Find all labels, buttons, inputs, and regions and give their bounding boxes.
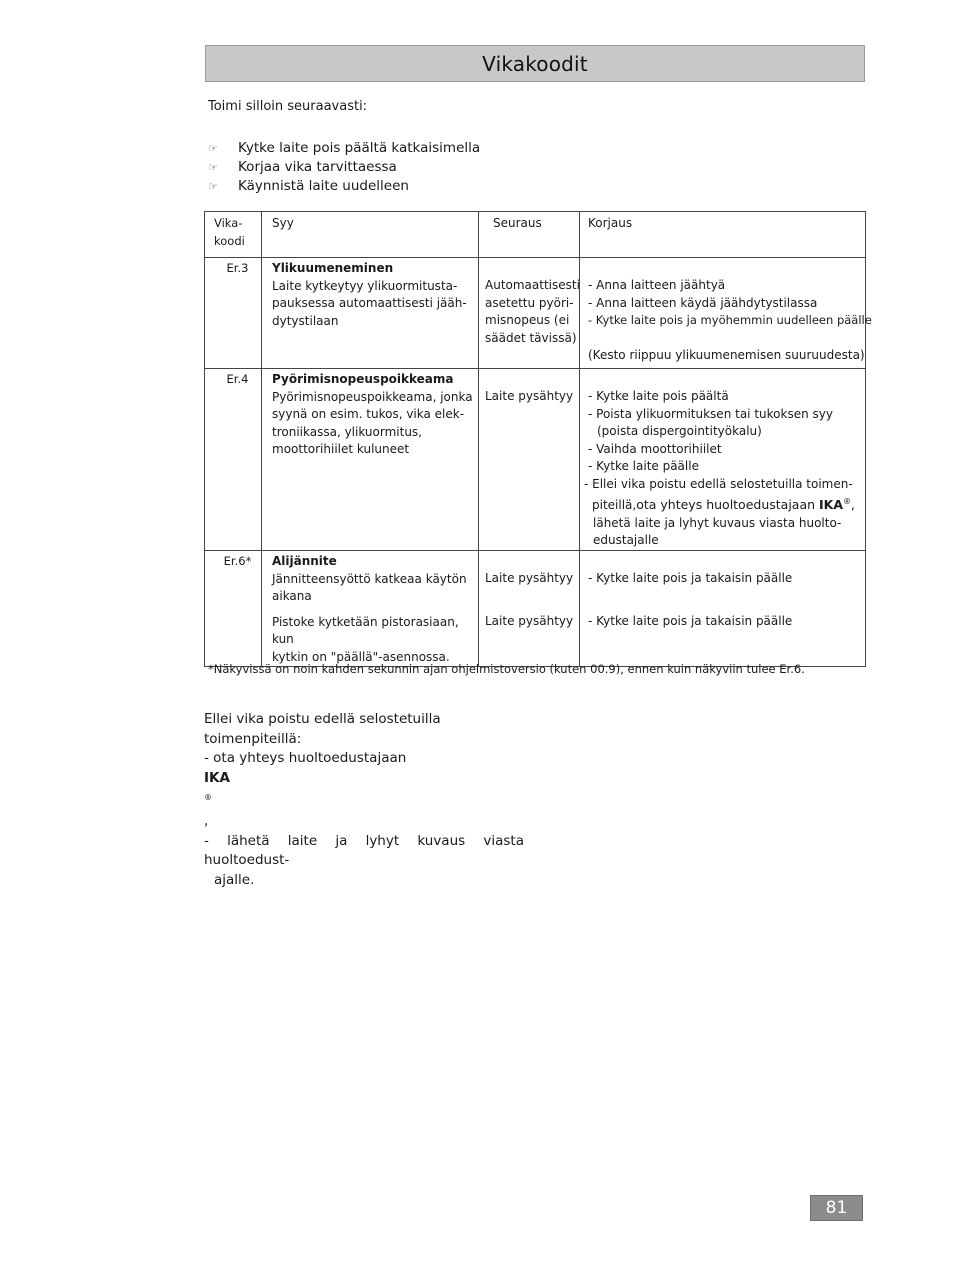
fix-line: - Kytke laite päälle — [588, 459, 699, 473]
cause-cell — [262, 369, 479, 551]
ika-brand: IKA — [819, 497, 844, 512]
header-fix: Korjaus — [580, 212, 866, 258]
fix-cell — [580, 258, 872, 369]
page-number: 81 — [810, 1195, 863, 1221]
fix-line: - Vaihda moottorihiilet — [588, 441, 722, 456]
error-code-table — [204, 211, 872, 667]
effect-cell: Laite pysähtyy — [479, 369, 580, 551]
cause-title: Alijännite — [272, 554, 337, 568]
page-title: Vikakoodit — [482, 51, 588, 76]
fix-line: - Kytke laite pois päältä — [588, 389, 729, 403]
outro-line: ajalle. — [214, 871, 255, 888]
cause-cell — [262, 258, 479, 369]
fix-cell — [580, 551, 866, 667]
step-text: Käynnistä laite uudelleen — [238, 178, 409, 194]
effect-cell: Automaattisesti asetettu pyöri- misnopeus (ei säädet tävissä) — [479, 258, 580, 369]
step-text: Korjaa vika tarvittaessa — [238, 159, 397, 175]
intro-text: Toimi silloin seuraavasti: — [208, 99, 368, 114]
fix-line-contact: piteillä,ota yhteys huoltoedustajaan IKA®, — [592, 497, 855, 512]
outro-line: Ellei vika poistu edellä selostetuilla toimenpiteillä: — [204, 711, 441, 747]
header-cause: Syy — [262, 212, 479, 258]
cause-text: Pyörimisnopeuspoikkeama, jonka syynä on esim. tukos, vika elek- troniikassa, ylikuormitus, moottorihiilet kuluneet — [272, 389, 473, 456]
cause-title: Ylikuumeneminen — [272, 261, 394, 275]
cause-title: Pyörimisnopeuspoikkeama — [272, 372, 454, 386]
list-item — [208, 139, 480, 158]
ika-brand: IKA — [204, 769, 230, 786]
table-row — [205, 369, 866, 551]
fix-line: lähetä laite ja lyhyt kuvaus viasta huolto- — [593, 515, 842, 530]
fix-line: - Ellei vika poistu edellä selostetuilla toimen- — [584, 476, 853, 491]
outro-line: - lähetä laite ja lyhyt kuvaus viasta huoltoedust- — [204, 832, 524, 868]
outro-text — [204, 710, 524, 890]
fix-line: - Anna laitteen jäähtyä — [588, 278, 726, 292]
table-header-row — [205, 212, 866, 258]
header-code: Vika- koodi — [205, 212, 262, 258]
fix-note: (Kesto riippuu ylikuumenemisen suuruudesta) — [588, 347, 865, 362]
fix-line: - Poista ylikuormituksen tai tukoksen syy — [588, 406, 833, 421]
fix-line: - Kytke laite pois ja takaisin päälle — [588, 613, 793, 628]
cause-text-2: Pistoke kytketään pistorasiaan, kun kytkin on "päällä"-asennossa. — [272, 614, 459, 664]
cause-text: Laite kytkeytyy ylikuormitusta- pauksessa automaattisesti jääh- dytystilaan — [272, 278, 467, 328]
fix-line: - Kytke laite pois ja takaisin päälle — [588, 571, 793, 585]
table-footnote: *Näkyvissä on noin kahden sekunnin ajan ohjelmistoversio (kuten 00.9), ennen kuin näkyviin tulee Er.6. — [208, 662, 805, 676]
effect-cell: Laite pysähtyy Laite pysähtyy — [479, 551, 580, 667]
fix-cell — [580, 369, 866, 551]
fix-line: edustajalle — [593, 533, 659, 547]
code-cell: Er.3 — [205, 258, 262, 369]
page-title-bar — [205, 45, 865, 82]
pointing-hand-icon: ☞ — [208, 161, 218, 174]
code-cell: Er.6* — [205, 551, 262, 667]
pointing-hand-icon: ☞ — [208, 180, 218, 193]
pointing-hand-icon: ☞ — [208, 142, 218, 155]
fix-line: (poista dispergointityökalu) — [597, 424, 762, 438]
list-item — [208, 158, 480, 177]
list-item — [208, 177, 480, 196]
code-cell: Er.4 — [205, 369, 262, 551]
fix-line: - Anna laitteen käydä jäähdytystilassa — [588, 295, 818, 310]
table-row — [205, 551, 866, 667]
cause-cell — [262, 551, 479, 667]
fix-line: - Kytke laite pois ja myöhemmin uudelleen päälle — [588, 313, 872, 327]
cause-text: Jännitteensyöttö katkeaa käytön aikana — [272, 571, 467, 603]
step-text: Kytke laite pois päältä katkaisimella — [238, 140, 481, 156]
steps-list — [208, 139, 480, 196]
header-effect: Seuraus — [479, 212, 580, 258]
table-row — [205, 258, 866, 369]
outro-line: - ota yhteys huoltoedustajaan IKA ® , — [204, 749, 524, 832]
